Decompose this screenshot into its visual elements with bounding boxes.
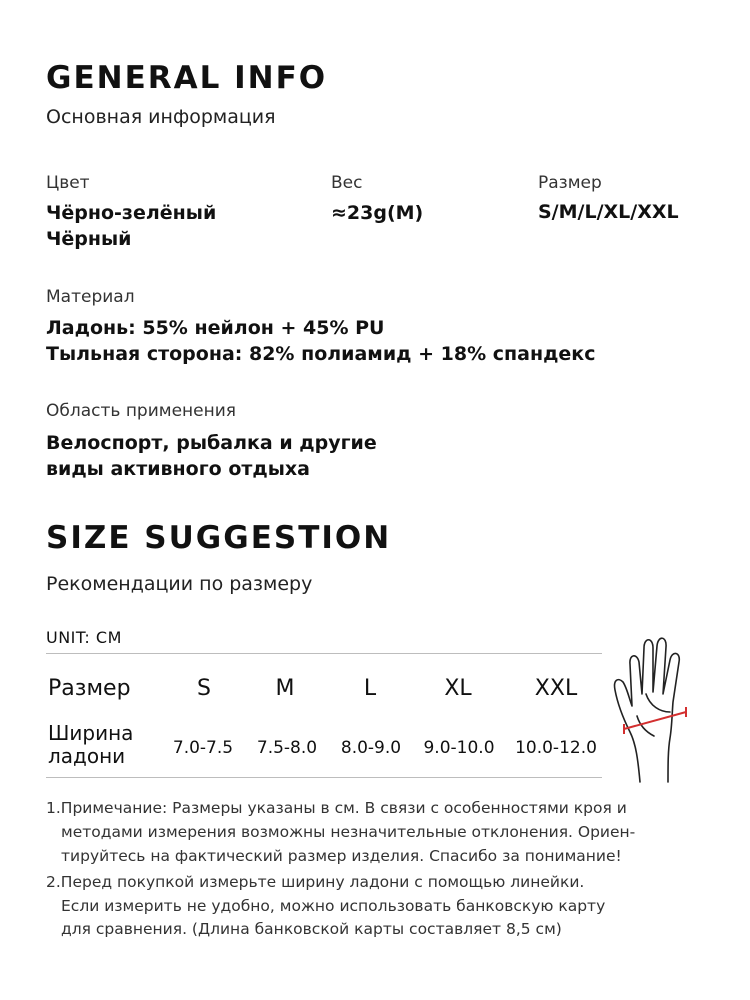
color-value-2: Чёрный [46,228,132,250]
note-2-line-1: 2.Перед покупкой измерьте ширину ладони с помощью линейки. [46,873,585,891]
material-label: Материал [46,287,135,307]
note-1-line-2: методами измерения возможны незначительные отклонения. Ориен- [61,823,636,841]
width-xl: 9.0-10.0 [423,738,495,758]
weight-value: ≈23g(M) [331,202,424,224]
table-top-rule [46,653,602,654]
size-col-s: S [197,676,211,701]
size-value: S/M/L/XL/XXL [538,201,679,223]
size-col-xl: XL [444,676,472,701]
note-2-line-3: для сравнения. (Длина банковской карты составляет 8,5 см) [61,920,562,938]
unit-label: UNIT: CM [46,628,122,647]
color-label: Цвет [46,173,90,193]
size-col-m: M [275,676,295,701]
table-row-header: Размер [48,676,131,701]
general-info-heading: GENERAL INFO [46,60,328,96]
width-l: 8.0-9.0 [340,738,402,758]
note-1-line-1: 1.Примечание: Размеры указаны в см. В связи с особенностями кроя и [46,799,627,817]
usage-line-2: виды активного отдыха [46,458,310,480]
general-info-subheading: Основная информация [46,106,276,128]
size-col-xxl: XXL [534,676,578,701]
color-value-1: Чёрно-зелёный [46,202,217,224]
note-1-line-3: тируйтесь на фактический размер изделия. Спасибо за понимание! [61,847,622,865]
width-s: 7.0-7.5 [172,738,234,758]
material-line-2: Тыльная сторона: 82% полиамид + 18% спандекс [46,343,596,365]
table-bottom-rule [46,777,602,778]
width-m: 7.5-8.0 [256,738,318,758]
palm-width-label-1: Ширина [48,721,134,745]
width-xxl: 10.0-12.0 [515,738,597,758]
size-suggestion-heading: SIZE SUGGESTION [46,520,392,556]
size-label: Размер [538,173,602,193]
size-col-l: L [363,676,377,701]
size-suggestion-subheading: Рекомендации по размеру [46,573,313,595]
usage-label: Область применения [46,401,237,421]
usage-line-1: Велоспорт, рыбалка и другие [46,432,377,454]
note-2-line-2: Если измерить не удобно, можно использовать банковскую карту [61,897,606,915]
palm-width-label-2: ладони [48,744,126,768]
palm-measure-icon [612,632,704,788]
material-line-1: Ладонь: 55% нейлон + 45% PU [46,317,385,339]
weight-label: Вес [331,173,363,193]
